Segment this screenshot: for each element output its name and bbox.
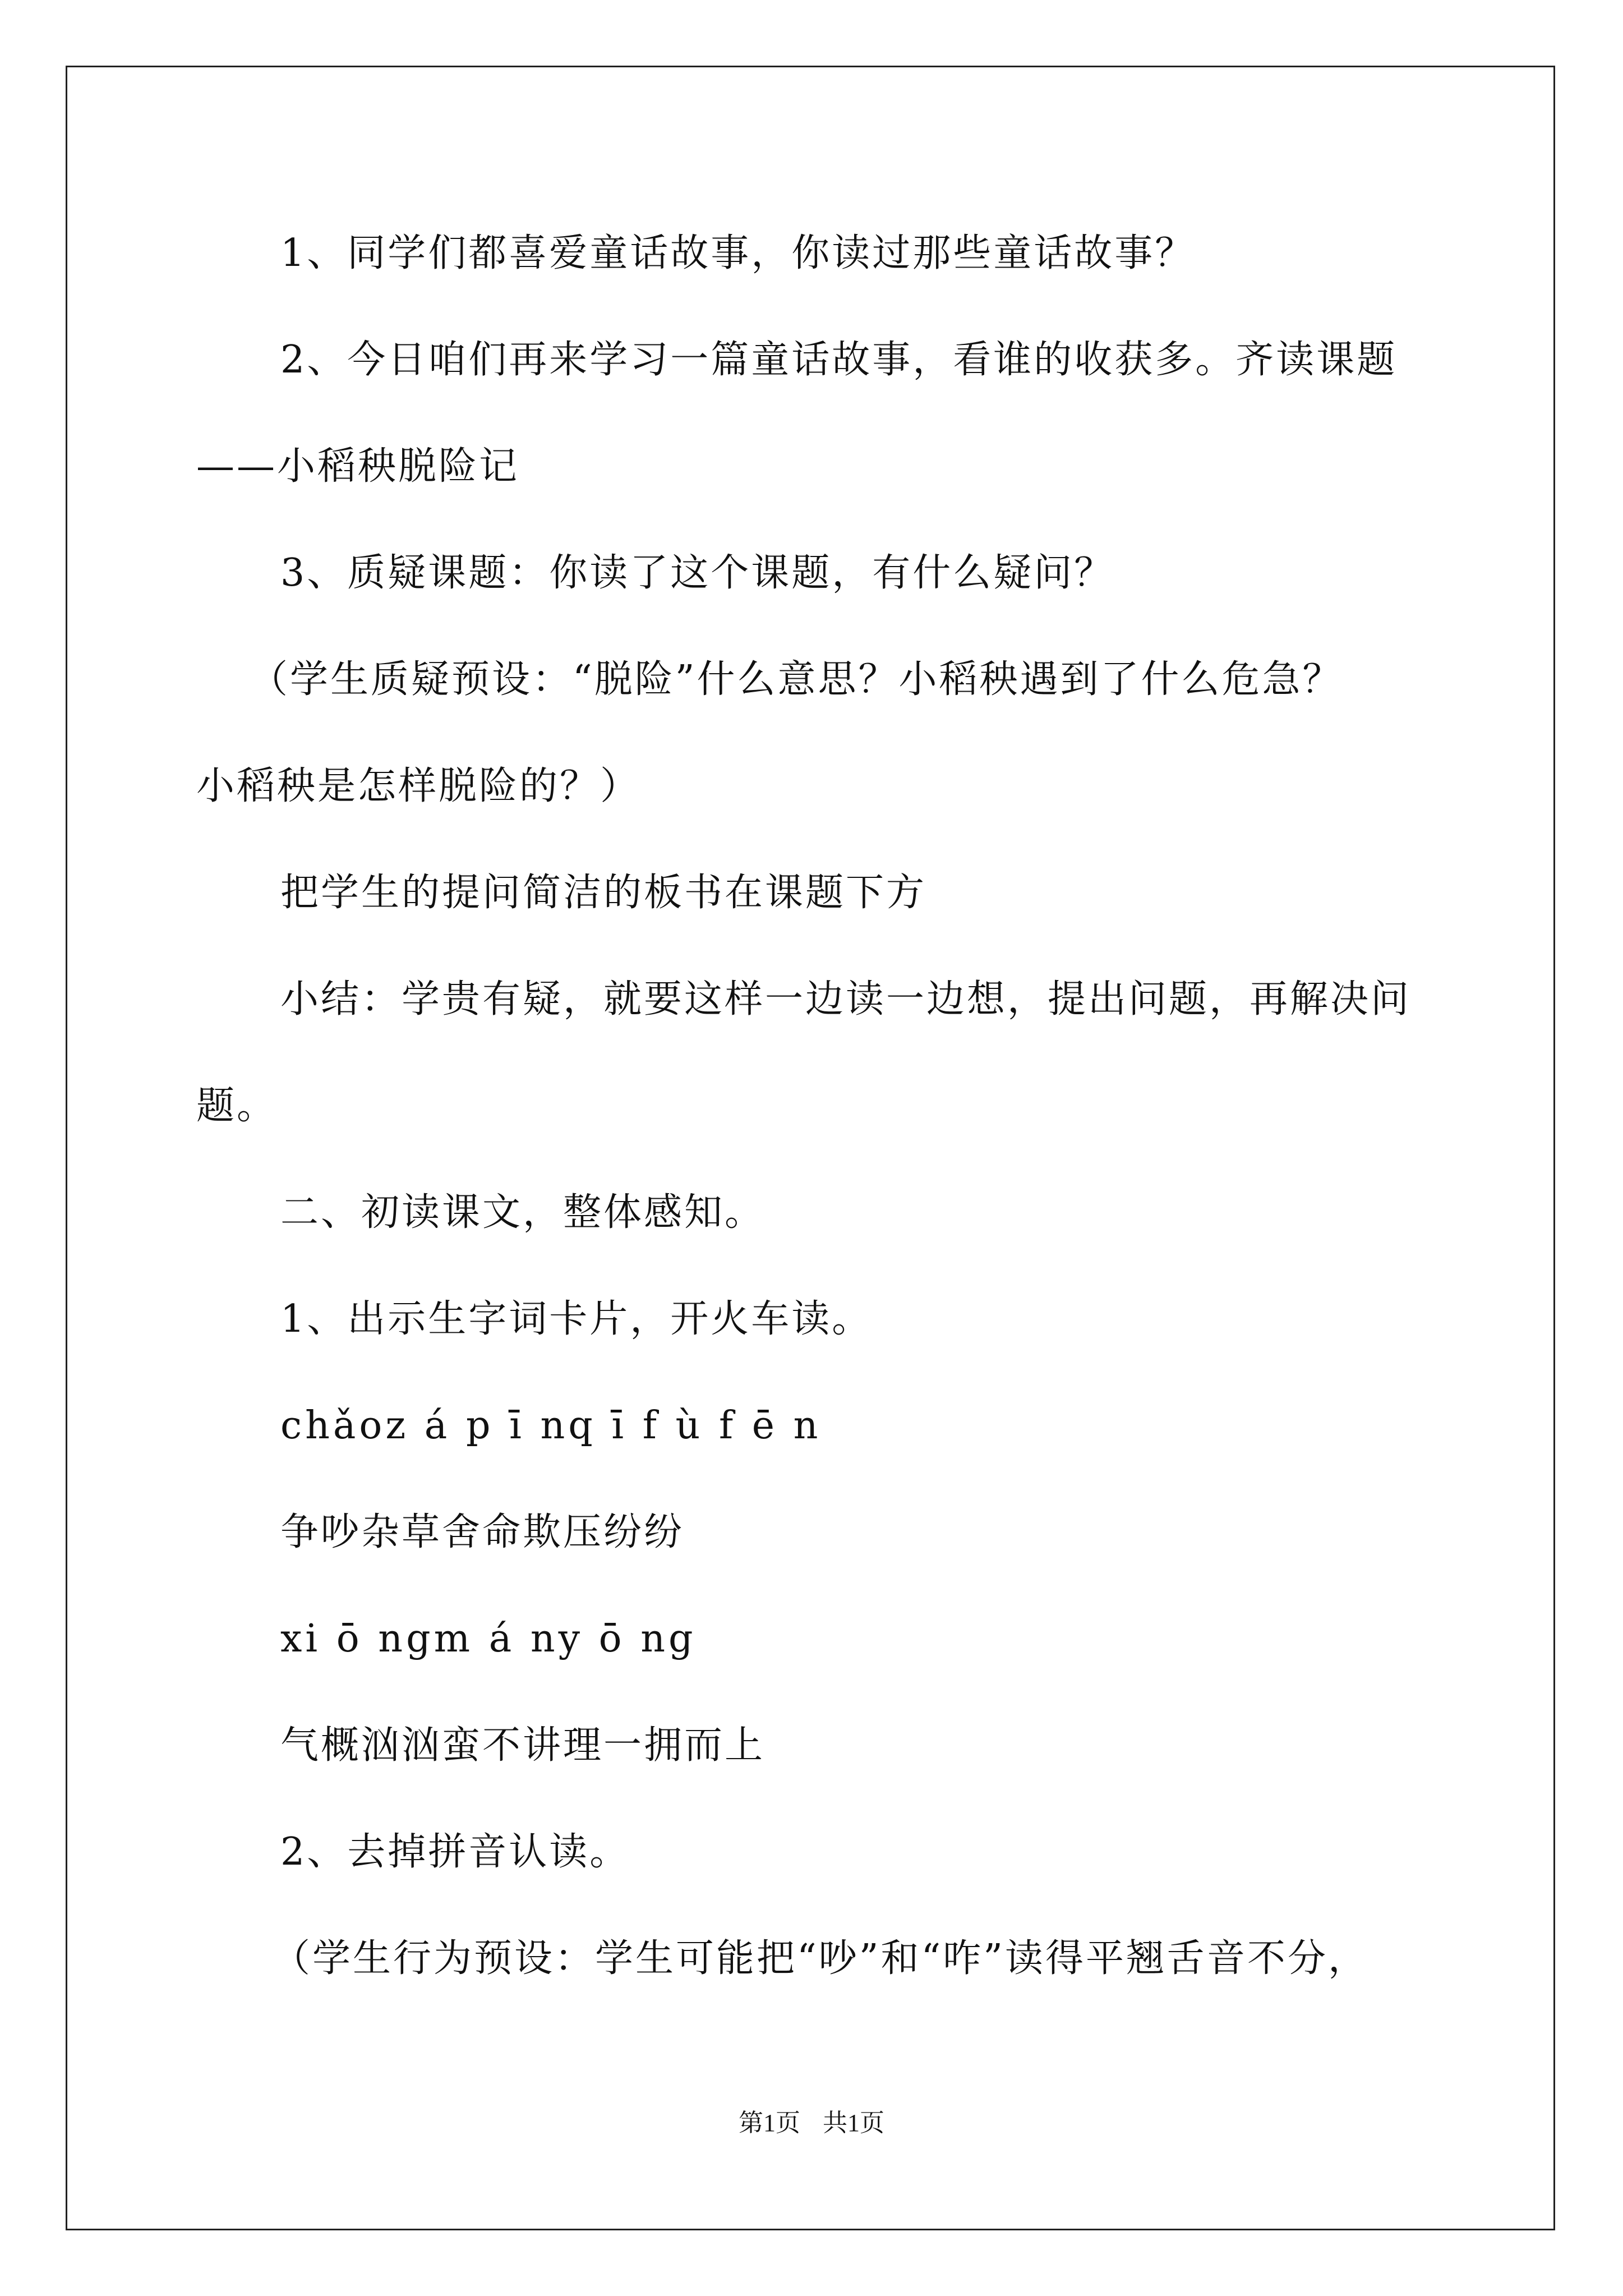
page-frame xyxy=(66,66,1555,2230)
vocabulary-line: 气概汹汹蛮不讲理一拥而上 xyxy=(280,1723,766,1768)
paragraph-line: ——小稻秧脱险记 xyxy=(196,444,520,489)
paragraph-line: 小稻秧是怎样脱险的？） xyxy=(196,764,641,808)
section-heading: 二、初读课文，整体感知。 xyxy=(280,1190,766,1235)
paragraph-line: 1、出示生字词卡片，开火车读。 xyxy=(280,1297,873,1341)
paragraph-line: （学生质疑预设：“脱险”什么意思？小稻秧遇到了什么危急？ xyxy=(250,657,1343,702)
paragraph-line: 小结：学贵有疑，就要这样一边读一边想，提出问题，再解决问 xyxy=(280,977,1412,1022)
paragraph-line: （学生行为预设：学生可能把“吵”和“咋”读得平翘舌音不分， xyxy=(272,1936,1369,1981)
paragraph-line: 2、去掉拼音认读。 xyxy=(280,1830,630,1874)
paragraph-line: 3、质疑课题：你读了这个课题，有什么疑问？ xyxy=(280,551,1115,595)
page-number: 第1页 xyxy=(739,2109,800,2137)
paragraph-line: 1、同学们都喜爱童话故事，你读过那些童话故事？ xyxy=(280,231,1196,275)
pinyin-line: xi ō ngm á ny ō ng xyxy=(280,1617,697,1661)
page-total: 共1页 xyxy=(823,2109,884,2137)
vocabulary-line: 争吵杂草舍命欺压纷纷 xyxy=(280,1510,685,1554)
paragraph-line: 把学生的提问简洁的板书在课题下方 xyxy=(280,871,927,915)
paragraph-line: 题。 xyxy=(196,1084,278,1128)
paragraph-line: 2、今日咱们再来学习一篇童话故事，看谁的收获多。齐读课题 xyxy=(280,338,1398,382)
pinyin-line: chǎoz á p ī nq ī f ù f ē n xyxy=(280,1404,822,1448)
page-footer xyxy=(0,2102,1623,2138)
